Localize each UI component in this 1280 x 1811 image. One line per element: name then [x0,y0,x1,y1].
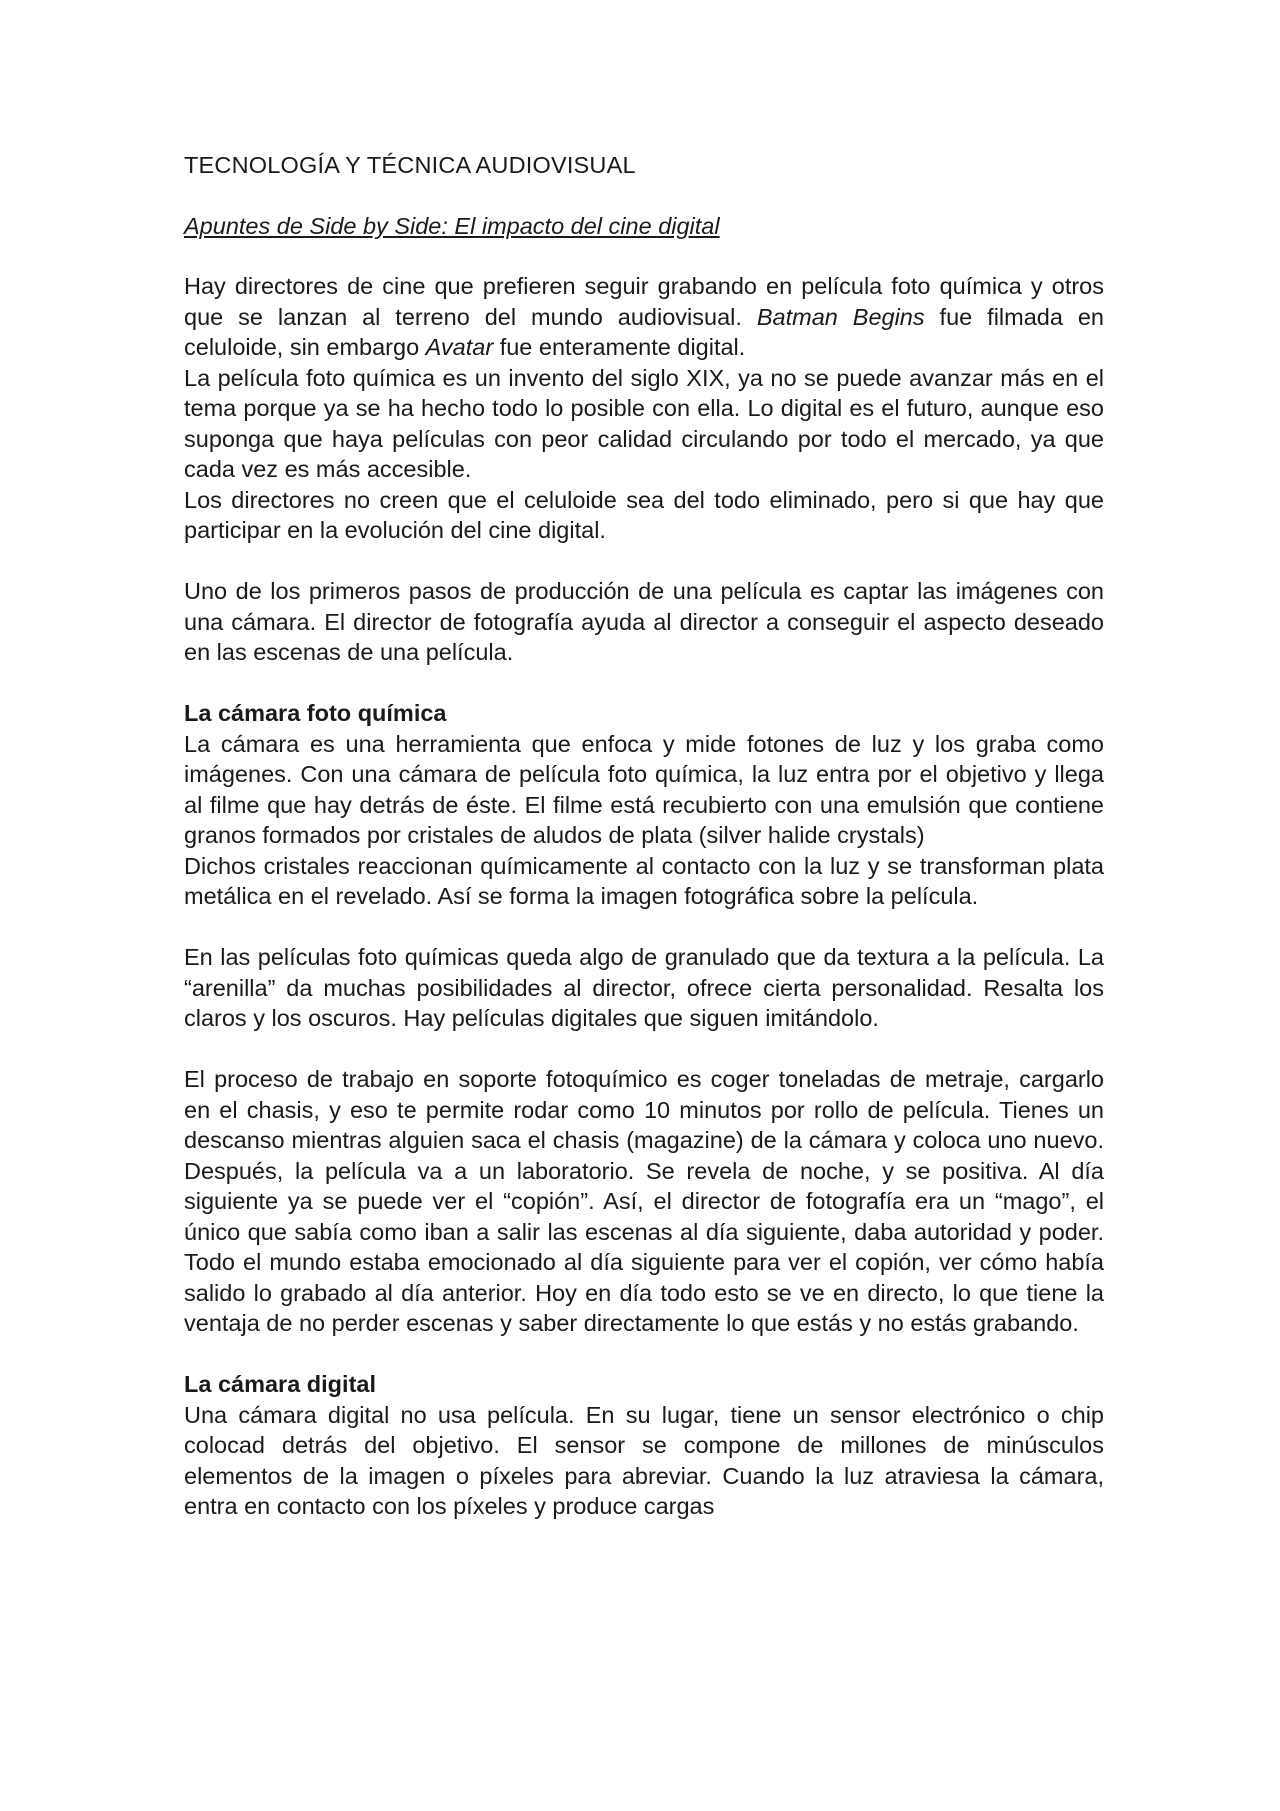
intro-paragraph-3: Los directores no creen que el celuloide sea del todo eliminado, pero si que hay que participar en la evolución del cine digital. [184,486,1104,543]
film-title-avatar: Avatar [425,334,494,360]
document-page [184,150,1104,1522]
intro-paragraph-1: Hay directores de cine que prefieren seguir grabando en película foto química y otros que se lanzan al terreno del mundo audiovisual. Batman Begins fue filmada en celuloide, sin embargo Avatar fue enteramente digital. [184,273,1104,360]
document-subtitle: Apuntes de Side by Side: El impacto del cine digital [184,212,720,239]
intro-paragraph-2: La película foto química es un invento del siglo XIX, ya no se puede avanzar más en el tema porque ya se ha hecho todo lo posible con ella. Lo digital es el futuro, aunque eso suponga que haya películas con peor calidad circulando por todo el mercado, ya que cada vez es más accesible. [184,364,1104,482]
digital-paragraph-1: Una cámara digital no usa película. En su lugar, tiene un sensor electrónico o chip colocad detrás del objetivo. El sensor se compone de millones de minúsculos elementos de la imagen o píxeles para abreviar. Cuando la luz atraviesa la cámara, entra en contacto con los píxeles y produce cargas [184,1401,1104,1519]
photochemical-paragraph-1: La cámara es una herramienta que enfoca y mide fotones de luz y los graba como imágenes. Con una cámara de película foto química, la luz entra por el objetivo y llega al filme que hay detrás de éste. El filme está recubierto con una emulsión que contiene granos formados por cristales de aludos de plata (silver halide crystals) [184,730,1104,848]
photochemical-paragraph-2: Dichos cristales reaccionan químicamente al contacto con la luz y se transforman plata metálica en el revelado. Así se forma la imagen fotográfica sobre la película. [184,852,1104,909]
photochemical-paragraph-4: El proceso de trabajo en soporte fotoquímico es coger toneladas de metraje, cargarlo en el chasis, y eso te permite rodar como 10 minutos por rollo de película. Tienes un descanso mientras alguien saca el chasis (magazine) de la cámara y coloca uno nuevo. Después, la película va a un laboratorio. Se revela de noche, y se positiva. Al día siguiente ya se puede ver el “copión”. Así, el director de fotografía era un “mago”, el único que sabía como iban a salir las escenas al día siguiente, daba autoridad y poder. Todo el mundo estaba emocionado al día siguiente para ver el copión, ver cómo había salido lo grabado al día anterior. Hoy en día todo esto se ve en directo, lo que tiene la ventaja de no perder escenas y saber directamente lo que estás y no estás grabando. [184,1066,1104,1336]
film-title-batman: Batman Begins [756,303,925,330]
section-heading-digital: La cámara digital [184,1371,376,1397]
section-heading-photochemical: La cámara foto química [184,700,447,726]
document-title: TECNOLOGÍA Y TÉCNICA AUDIOVISUAL [184,152,636,178]
production-paragraph: Uno de los primeros pasos de producción de una película es captar las imágenes con una cámara. El director de fotografía ayuda al director a conseguir el aspecto deseado en las escenas de una película. [184,578,1104,665]
photochemical-paragraph-3: En las películas foto químicas queda algo de granulado que da textura a la película. La “arenilla” da muchas posibilidades al director, ofrece cierta personalidad. Resalta los claros y los oscuros. Hay películas digitales que siguen imitándolo. [184,944,1104,1031]
